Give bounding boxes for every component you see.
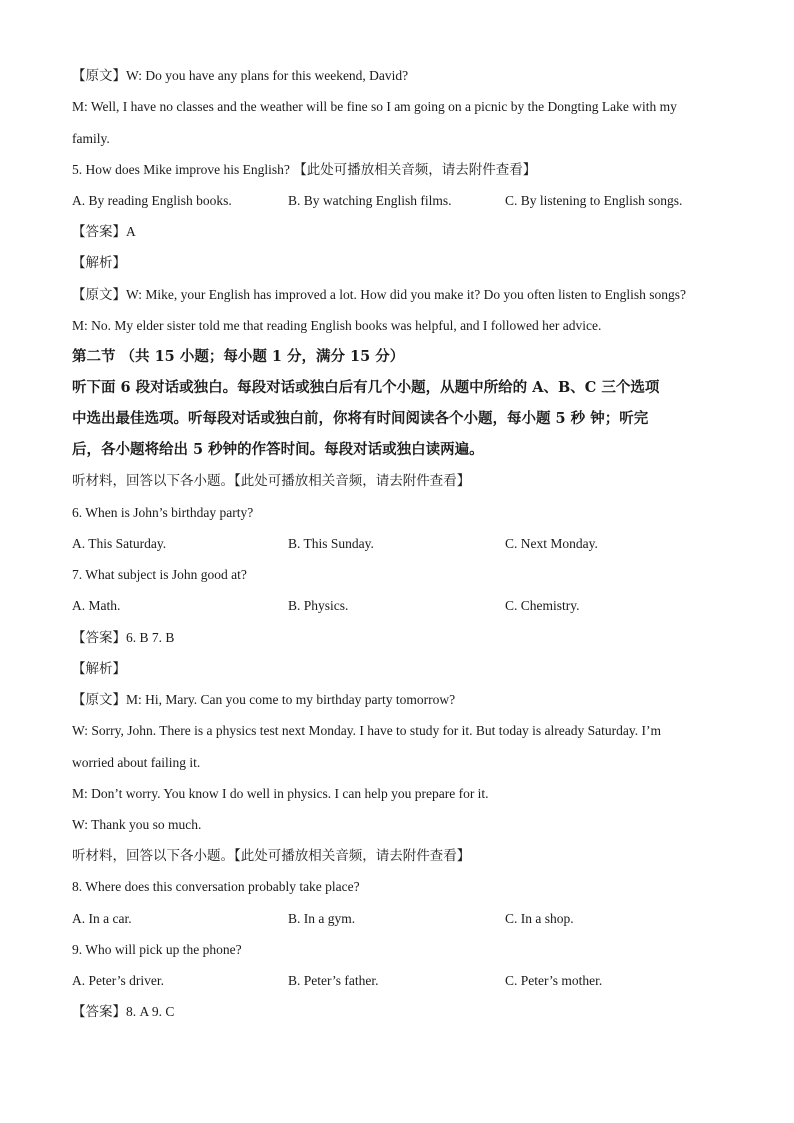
question-6: 6. When is John’s birthday party? <box>72 505 254 520</box>
transcript-line: 【原文】M: Hi, Mary. Can you come to my birthday party tomorrow? <box>72 692 456 707</box>
transcript-line: W: Thank you so much. <box>72 817 202 832</box>
option-a: A. This Saturday. <box>72 536 167 551</box>
question-9: 9. Who will pick up the phone? <box>72 942 242 957</box>
option-b: B. This Sunday. <box>288 536 374 551</box>
transcript-line: worried about failing it. <box>72 755 201 770</box>
transcript-line: 【原文】W: Mike, your English has improved a lot. How did you make it? Do you often listen to English songs? <box>72 287 687 302</box>
option-c: C. Chemistry. <box>505 598 580 613</box>
transcript-line: M: No. My elder sister told me that reading English books was helpful, and I followed her advice. <box>72 318 602 333</box>
option-a: A. In a car. <box>72 911 132 926</box>
option-a: A. Peter’s driver. <box>72 973 164 988</box>
option-b: B. Physics. <box>288 598 349 613</box>
option-c: C. In a shop. <box>505 911 574 926</box>
option-c: C. Next Monday. <box>505 536 598 551</box>
option-a: A. By reading English books. <box>72 193 232 208</box>
answer-label: 【答案】6. B 7. B <box>72 630 175 645</box>
question-8: 8. Where does this conversation probably take place? <box>72 879 360 894</box>
question-7: 7. What subject is John good at? <box>72 567 247 582</box>
answer-label: 【答案】A <box>72 224 136 239</box>
listen-prompt: 听材料，回答以下各小题。【此处可播放相关音频，请去附件查看】 <box>72 848 471 863</box>
listen-prompt: 听材料，回答以下各小题。【此处可播放相关音频，请去附件查看】 <box>72 473 471 488</box>
transcript-line: family. <box>72 131 110 146</box>
answer-label: 【答案】8. A 9. C <box>72 1004 175 1019</box>
instructions-line: 中选出最佳选项。听每段对话或独白前，你将有时间阅读各个小题，每小题 5 秒 钟；听完 <box>72 410 649 427</box>
option-c: C. Peter’s mother. <box>505 973 603 988</box>
instructions-line: 听下面 6 段对话或独白。每段对话或独白后有几个小题，从题中所给的 A、B、C 三个选项 <box>72 379 660 396</box>
transcript-line: 【原文】W: Do you have any plans for this weekend, David? <box>72 68 409 83</box>
section-heading: 第二节 （共 15 小题；每小题 1 分，满分 15 分） <box>72 348 405 365</box>
transcript-line: M: Don’t worry. You know I do well in physics. I can help you prepare for it. <box>72 786 489 801</box>
transcript-line: M: Well, I have no classes and the weather will be fine so I am going on a picnic by the Dongting Lake with my <box>72 99 677 114</box>
analysis-label: 【解析】 <box>72 255 126 270</box>
option-b: B. In a gym. <box>288 911 356 926</box>
analysis-label: 【解析】 <box>72 661 126 676</box>
option-a: A. Math. <box>72 598 121 613</box>
transcript-line: W: Sorry, John. There is a physics test next Monday. I have to study for it. But today is already Saturday. I’m <box>72 723 662 738</box>
option-c: C. By listening to English songs. <box>505 193 683 208</box>
option-b: B. By watching English films. <box>288 193 452 208</box>
option-b: B. Peter’s father. <box>288 973 379 988</box>
instructions-line: 后，各小题将给出 5 秒钟的作答时间。每段对话或独白读两遍。 <box>72 441 484 458</box>
question-5: 5. How does Mike improve his English? 【此处可播放相关音频，请去附件查看】 <box>72 162 537 177</box>
